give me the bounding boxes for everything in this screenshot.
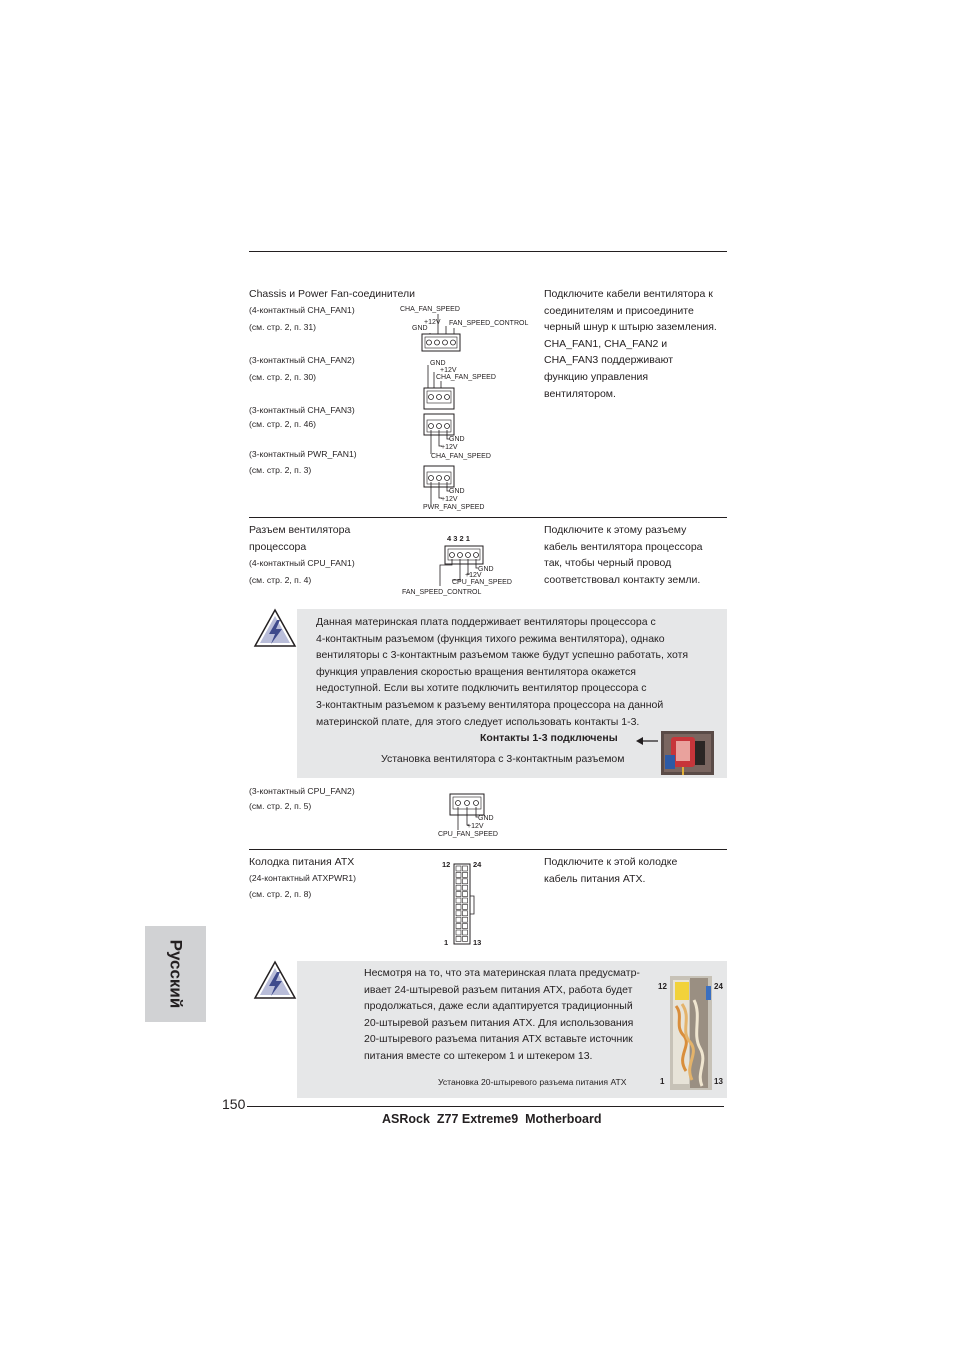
footer-rule bbox=[247, 1106, 724, 1107]
cpu-fan2-pins: (3-контактный CPU_FAN2) bbox=[249, 786, 355, 796]
footer-product: ASRock Z77 Extreme9 Motherboard bbox=[382, 1112, 602, 1126]
desc-line: кабель питания ATX. bbox=[544, 872, 646, 885]
section1-title: Chassis и Power Fan-соединители bbox=[249, 288, 415, 300]
language-tab bbox=[145, 926, 206, 1022]
photo-label: 13 bbox=[714, 1077, 723, 1086]
cha-fan2-diagram bbox=[420, 356, 520, 412]
desc-line: черный шнур к штырю заземления. bbox=[544, 321, 717, 334]
divider bbox=[249, 849, 727, 850]
atxpwr1-pins: (24-контактный ATXPWR1) bbox=[249, 873, 356, 883]
note2-text bbox=[364, 965, 664, 1065]
desc-line: Подключите кабели вентилятора к bbox=[544, 288, 713, 300]
pin-label: 1 bbox=[444, 938, 449, 947]
desc-line: CHA_FAN3 поддерживают bbox=[544, 354, 674, 367]
language-tab-label: Русский bbox=[166, 939, 186, 1009]
note-line: продолжаться, даже если адаптируется традиционный bbox=[364, 1000, 633, 1013]
label: FAN_SPEED_CONTROL bbox=[402, 589, 482, 596]
desc-line: кабель вентилятора процессора bbox=[544, 540, 703, 553]
note2-caption: Установка 20-штыревого разъема питания ATX bbox=[438, 1077, 627, 1087]
cha-fan2-pins: (3-контактный CHA_FAN2) bbox=[249, 355, 355, 365]
desc-line: вентилятором. bbox=[544, 387, 616, 400]
cpu-fan2-diagram bbox=[436, 792, 526, 840]
fan-install-photo bbox=[661, 731, 714, 775]
label: CHA_FAN_SPEED bbox=[436, 374, 496, 381]
label: CHA_FAN_SPEED bbox=[431, 453, 491, 460]
section2-description bbox=[544, 522, 730, 588]
note-line: материнской плате, для этого следует использовать контакты 1-3. bbox=[316, 715, 640, 728]
label: GND bbox=[430, 360, 446, 367]
label: GND bbox=[449, 488, 465, 495]
cha-fan3-ref: (см. стр. 2, п. 46) bbox=[249, 419, 317, 429]
note-atx20 bbox=[297, 961, 727, 1098]
desc-line: так, чтобы черный провод bbox=[544, 557, 672, 570]
desc-line: функцию управления bbox=[544, 370, 649, 383]
arrow-left-icon bbox=[636, 736, 660, 746]
label: GND bbox=[449, 436, 465, 443]
note-line: 3-контактным разъемом к разъему вентилятора процессора на данной bbox=[316, 698, 664, 711]
cha-fan1-ref: (см. стр. 2, п. 31) bbox=[249, 322, 317, 332]
note-line: недоступной. Если вы хотите подключить вентилятор процессора с bbox=[316, 682, 647, 695]
desc-line: соединителям и присоедините bbox=[544, 304, 694, 317]
label: CHA_FAN_SPEED bbox=[400, 306, 460, 313]
note-line: 20-штыревой разъем питания ATX. Для использования bbox=[364, 1016, 634, 1029]
label: +12V bbox=[467, 823, 484, 830]
atxpwr1-ref: (см. стр. 2, п. 8) bbox=[249, 889, 312, 899]
label: +12V bbox=[424, 319, 441, 326]
note-line: Данная материнская плата поддерживает вентиляторы процессора с bbox=[316, 616, 656, 628]
note-line: Несмотря на то, что эта материнская плата предусматр- bbox=[364, 967, 640, 979]
cpu-fan1-diagram bbox=[400, 530, 520, 598]
pwr-fan1-pins: (3-контактный PWR_FAN1) bbox=[249, 449, 357, 459]
label: GND bbox=[412, 325, 428, 332]
note-fan-compat bbox=[297, 609, 727, 778]
cha-fan1-pins: (4-контактный CHA_FAN1) bbox=[249, 305, 355, 315]
label: FAN_SPEED_CONTROL bbox=[449, 320, 529, 327]
cpu-fan2-ref: (см. стр. 2, п. 5) bbox=[249, 801, 312, 811]
cha-fan2-ref: (см. стр. 2, п. 30) bbox=[249, 372, 317, 382]
note-line: 4-контактным разъемом (функция тихого режима вентилятора), однако bbox=[316, 632, 665, 645]
photo-label: 12 bbox=[658, 982, 667, 991]
label: +12V bbox=[441, 496, 458, 503]
desc-line: CHA_FAN1, CHA_FAN2 и bbox=[544, 337, 668, 350]
atx-install-photo bbox=[670, 976, 712, 1090]
photo-label: 24 bbox=[714, 982, 723, 991]
section4-description bbox=[544, 854, 730, 887]
cha-fan3-pins: (3-контактный CHA_FAN3) bbox=[249, 405, 355, 415]
pin-label: 13 bbox=[473, 938, 482, 947]
label: +12V bbox=[441, 444, 458, 451]
desc-line: соответствовал контакту земли. bbox=[544, 573, 701, 586]
page-number: 150 bbox=[222, 1096, 246, 1112]
section2-title-line2: процессора bbox=[249, 541, 307, 553]
cpu-fan1-pins: (4-контактный CPU_FAN1) bbox=[249, 558, 355, 568]
warning-icon bbox=[252, 607, 298, 651]
label: +12V bbox=[465, 572, 482, 579]
note-line: функция управления скоростью вращения вентилятора окажется bbox=[316, 665, 636, 678]
photo-label: 1 bbox=[660, 1077, 665, 1086]
desc-line: Подключите к этому разъему bbox=[544, 524, 687, 536]
atx-power-diagram bbox=[436, 856, 496, 950]
note1-text bbox=[316, 614, 721, 730]
label: CPU_FAN_SPEED bbox=[452, 579, 512, 586]
cha-fan3-diagram bbox=[420, 412, 520, 462]
note1-bold-caption: Контакты 1-3 подключены bbox=[480, 732, 618, 744]
note1-caption: Установка вентилятора с 3-контактным разъемом bbox=[381, 753, 625, 765]
cha-fan1-diagram bbox=[398, 300, 538, 356]
desc-line: Подключите к этой колодке bbox=[544, 856, 678, 868]
top-divider bbox=[249, 251, 727, 252]
pwr-fan1-ref: (см. стр. 2, п. 3) bbox=[249, 465, 312, 475]
pin-label: 24 bbox=[473, 860, 482, 869]
pwr-fan1-diagram bbox=[420, 464, 520, 514]
section2-title-line1: Разъем вентилятора bbox=[249, 524, 351, 536]
label: +12V bbox=[440, 367, 457, 374]
note-line: вентиляторы с 3-контактным разъемом также будут успешно работать, хотя bbox=[316, 649, 689, 662]
cpu-fan1-ref: (см. стр. 2, п. 4) bbox=[249, 575, 312, 585]
label: GND bbox=[478, 566, 494, 573]
divider bbox=[249, 517, 727, 518]
note-line: 20-штыревого разъема питания ATX вставьте источник bbox=[364, 1033, 633, 1046]
pin-numbers: 4 3 2 1 bbox=[447, 534, 470, 543]
note-line: питания вместе со штекером 1 и штекером 13. bbox=[364, 1049, 593, 1062]
warning-icon bbox=[252, 959, 298, 1003]
section4-title: Колодка питания ATX bbox=[249, 856, 355, 868]
pin-label: 12 bbox=[442, 860, 451, 869]
label: GND bbox=[478, 815, 494, 822]
note-line: ивает 24-штыревой разъем питания ATX, работа будет bbox=[364, 983, 633, 996]
label: PWR_FAN_SPEED bbox=[423, 504, 485, 511]
label: CPU_FAN_SPEED bbox=[438, 831, 498, 838]
section1-description bbox=[544, 286, 730, 402]
